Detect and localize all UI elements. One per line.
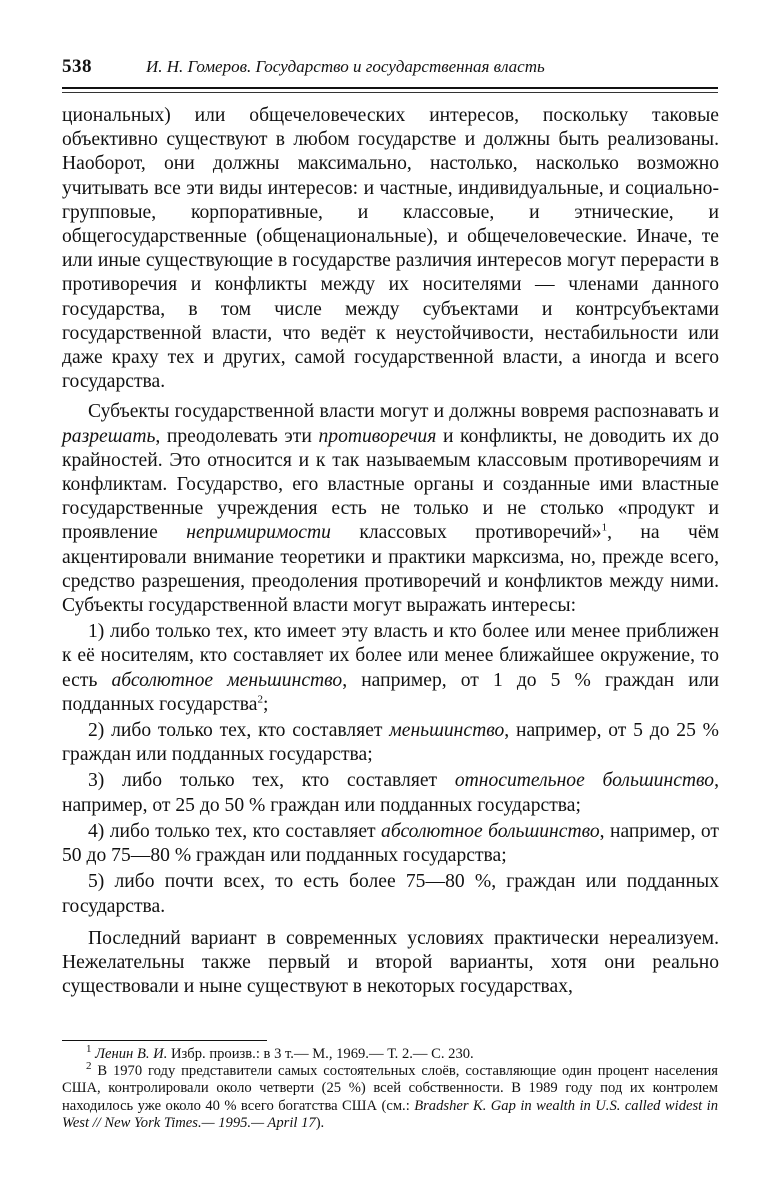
paragraph-subjects: Субъекты государственной власти могут и должны вовремя распознавать и разрешать, преодолевать эти противоречия и конфликты, не доводить их до крайностей. Это относится и к так называемым классовым противоречиям и конфликтам. Государство, его властные органы и созданные ими властные государственные учреждения есть не только и не столько «продукт и проявление непримиримости классовых противоречий»$^1$, на чём акцентировали внимание теоретики и практики марксизма, но, прежде всего, средство разрешения, преодоления противоречий и конфликтов между ними. Субъекты государственной власти могут выражать интересы: (62, 401, 719, 617)
emphasis-contradictions: противоречия (318, 425, 437, 447)
list-item-4: 4) либо только тех, кто составляет абсолютное большинство, например, от 50 до 75—80 % граждан или подданных государства; (62, 820, 719, 867)
body-text (62, 104, 719, 999)
page-header (62, 56, 718, 84)
list-item-1: 1) либо только тех, кто имеет эту власть и кто более или менее приближен к её носителям, кто составляет их более или менее ближайшее окружение, то есть абсолютное меньшинство, например, от 1 до 5 % граждан или подданных государства$^2$; (62, 621, 719, 715)
footnotes (62, 1043, 718, 1132)
header-rule (62, 87, 718, 89)
footnote-2: $^2$ В 1970 году представители самых состоятельных слоёв, составляющие один процент населения США, контролировали около четверти (25 %) всей собственности. В 1989 году под их контролем находилось уже около 40 % всего богатства США (см.: Bradsher K. Gap in wealth in U.S. called widest in West // New York Times.— 1995.— April 17). (62, 1060, 718, 1131)
paragraph-last-variant: Последний вариант в современных условиях практически нереализуем. Нежелательны также первый и второй варианты, хотя они реально существовали и ныне существуют в некоторых государствах, (62, 927, 719, 998)
running-title: И. Н. Гомеров. Государство и государственная власть (146, 57, 545, 76)
paragraph-continuation: циональных) или общечеловеческих интересов, поскольку таковые объективно существуют в любом государстве и должны быть реализованы. Наоборот, они должны максимально, настолько, насколько возможно учитывать все эти виды интересов: и частные, индивидуальные, и социально-групповые, корпоративные, и классовые, и этнические, и общегосударственные (общенациональные), и общечеловеческие. Иначе, те или иные существующие в государстве различия интересов могут перерасти в противоречия и конфликты между их носителями — членами данного государства, в том числе между субъектами и контрсубъектами государственной власти, что ведёт к неустойчивости, нестабильности или даже краху тех и других, самой государственной власти, а иногда и всего государства. (62, 105, 719, 393)
footnote-ref-2: 2 (257, 693, 263, 706)
emphasis-resolve: разрешать (62, 425, 156, 447)
footnote-ref-1: 1 (601, 521, 608, 534)
footnote-rule (62, 1040, 267, 1041)
list-item-2: 2) либо только тех, кто составляет меньшинство, например, от 5 до 25 % граждан или подданных государства; (62, 720, 719, 766)
list-item-3: 3) либо только тех, кто составляет относительное большинство, например, от 25 до 50 % граждан или подданных государства; (62, 770, 719, 816)
emphasis-irreconcilability: непримиримости (186, 522, 331, 544)
header-rule-thin (62, 92, 718, 93)
footnote-1: $^1$ Ленин В. И. Избр. произв.: в 3 т.— М., 1969.— Т. 2.— С. 230. (86, 1043, 474, 1062)
list-item-5: 5) либо почти всех, то есть более 75—80 %, граждан или подданных государства. (62, 871, 719, 917)
page-number: 538 (62, 56, 92, 77)
